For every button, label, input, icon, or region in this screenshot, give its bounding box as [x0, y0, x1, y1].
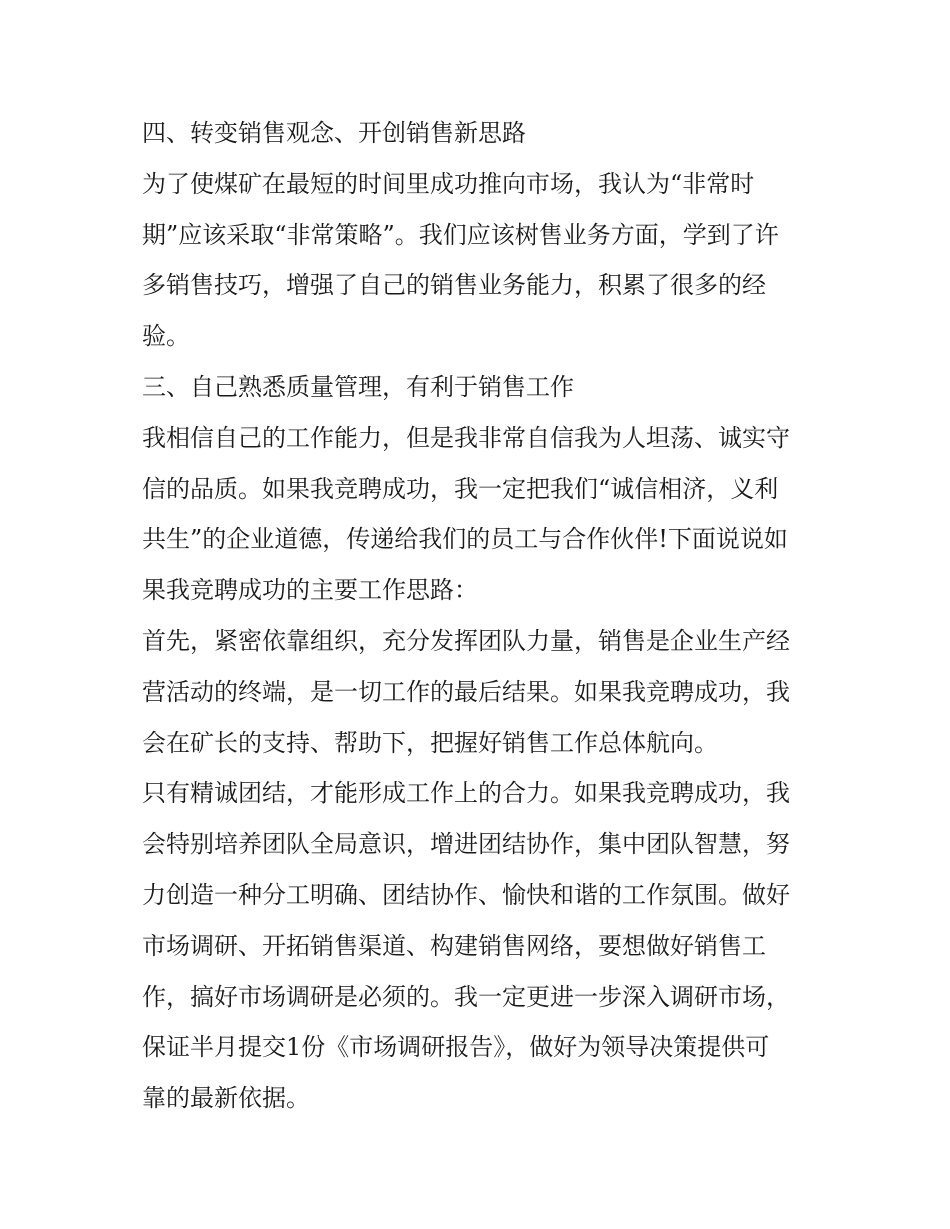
text-line: 验。: [142, 322, 190, 351]
text-line: 会特别培养团队全局意识，增进团结协作，集中团队智慧，努: [142, 830, 790, 859]
section-heading-4: 四、转变销售观念、开创销售新思路: [142, 119, 526, 147]
text-line: 我相信自己的工作能力，但是我非常自信我为人坦荡、诚实守: [142, 423, 790, 452]
text-line: 市场调研、开拓销售渠道、构建销售网络，要想做好销售工: [142, 931, 766, 960]
text-line: 会在矿长的支持、帮助下，把握好销售工作总体航向。: [142, 728, 718, 757]
text-line: 信的品质。如果我竞聘成功，我一定把我们“诚信相济，义利: [142, 474, 779, 503]
text-line: 期”应该采取“非常策略”。我们应该树售业务方面，学到了许: [142, 220, 779, 249]
text-line: 只有精诚团结，才能形成工作上的合力。如果我竞聘成功，我: [142, 779, 790, 808]
text-line: 保证半月提交1份《市场调研报告》，做好为领导决策提供可: [142, 1033, 770, 1062]
text-line: 首先，紧密依靠组织，充分发挥团队力量，销售是企业生产经: [142, 626, 790, 655]
document-page: [142, 108, 822, 1124]
section-heading-3: 三、自己熟悉质量管理，有利于销售工作: [142, 372, 574, 401]
text-line: 果我竞聘成功的主要工作思路：: [142, 576, 478, 605]
text-line: 共生”的企业道德，传递给我们的员工与合作伙伴!下面说说如: [142, 525, 788, 554]
text-line: 力创造一种分工明确、团结协作、愉快和谐的工作氛围。做好: [142, 880, 790, 909]
text-line: 为了使煤矿在最短的时间里成功推向市场，我认为“非常时: [142, 169, 755, 198]
text-line: 作，搞好市场调研是必须的。我一定更进一步深入调研市场，: [142, 982, 790, 1011]
text-line: 靠的最新依据。: [142, 1084, 310, 1113]
text-line: 营活动的终端，是一切工作的最后结果。如果我竞聘成功，我: [142, 677, 790, 706]
text-line: 多销售技巧，增强了自己的销售业务能力，积累了很多的经: [142, 271, 766, 300]
